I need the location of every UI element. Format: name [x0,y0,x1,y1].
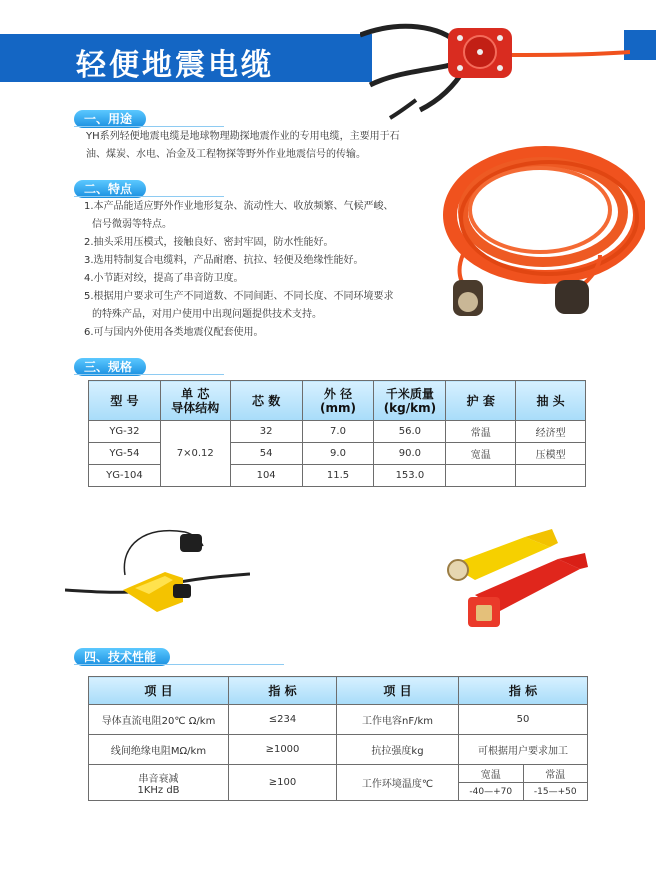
cell-tap: 压模型 [516,443,586,465]
cell-normal-temp-label: 常温 [523,765,588,783]
cell-item-2: 抗拉强度kg [337,735,459,765]
cell-cores: 104 [230,465,302,487]
header-weight [374,381,446,421]
cell-item-1: 线间绝缘电阻MΩ/km [89,735,229,765]
cell-tap: 经济型 [516,421,586,443]
spec-header-row [89,381,586,421]
header-item-1: 项 目 [89,677,229,705]
header-weight-line2: (kg/km) [383,400,437,415]
cell-sheath [446,465,516,487]
junction-box-photo [360,0,630,120]
header-cores: 芯 数 [230,381,302,421]
section-divider [74,196,224,197]
cell-od: 9.0 [302,443,374,465]
header-item-2: 项 目 [337,677,459,705]
cell-tap [516,465,586,487]
usage-line: 油、煤炭、水电、冶金及工程物探等野外作业地震信号的传输。 [86,149,366,160]
cable-coil-photo [425,140,645,325]
cell-weight: 90.0 [374,443,446,465]
feature-item: 6.可与国内外使用各类地震仪配套使用。 [84,327,264,338]
cell-wide-temp-label: 宽温 [459,765,524,783]
cell-weight: 153.0 [374,465,446,487]
section-divider [74,664,284,665]
cell-index-2: 可根据用户要求加工 [459,735,588,765]
page-title: 轻便地震电缆 [76,48,274,83]
section-spec-label: 三、规格 [74,358,146,376]
cell-sheath: 宽温 [446,443,516,465]
tech-table [88,676,588,801]
table-row [89,421,586,443]
tech-header-row [89,677,588,705]
cell-sheath: 常温 [446,421,516,443]
feature-item: 的特殊产品，对用户使用中出现问题提供技术支持。 [92,309,322,320]
header-index-1: 指 标 [229,677,337,705]
header-sheath: 护 套 [446,381,516,421]
header-model: 型 号 [89,381,161,421]
feature-item: 信号微弱等特点。 [92,219,172,230]
cell-structure: 7×0.12 [160,421,230,487]
header-index-2: 指 标 [459,677,588,705]
header-weight-line1: 千米质量 [385,386,434,401]
crosstalk-line2: 1KHz dB [137,784,180,796]
cell-index-2: 50 [459,705,588,735]
feature-item: 1.本产品能适应野外作业地形复杂、流动性大、收放频繁、气候严峻、 [84,201,394,212]
section-features-label: 二、特点 [74,180,146,198]
cell-normal-temp-value: -15—+50 [523,783,588,801]
usage-line: YH系列轻便地震电缆是地球物理勘探地震作业的专用电缆，主要用于石 [86,131,400,142]
cell-od: 11.5 [302,465,374,487]
table-row [89,735,588,765]
cell-crosstalk [89,765,229,801]
feature-item: 2.抽头采用压模式，接触良好、密封牢固，防水性能好。 [84,237,334,248]
usage-paragraph [86,128,400,164]
cell-wide-temp-value: -40—+70 [459,783,524,801]
section-divider [74,126,224,127]
header-od-line1: 外 径 [323,386,353,401]
header-structure [160,381,230,421]
header-structure-line1: 单 芯 [181,386,210,401]
cell-model: YG-104 [89,465,161,487]
cell-index-1: ≤234 [229,705,337,735]
cell-index-1: ≥1000 [229,735,337,765]
cell-temperature-label: 工作环境温度℃ [337,765,459,801]
header-structure-line2: 导体结构 [171,400,220,415]
section-tech-label: 四、技术性能 [74,648,170,666]
feature-item: 3.选用特制复合电缆料，产品耐磨、抗拉、轻便及绝缘性能好。 [84,255,364,266]
header-od-line2: (mm) [319,400,356,415]
spec-table [88,380,586,487]
cell-item-2: 工作电容nF/km [337,705,459,735]
section-divider [74,374,224,375]
cell-model: YG-54 [89,443,161,465]
cell-item-1: 导体直流电阻20℃ Ω/km [89,705,229,735]
cell-cores: 32 [230,421,302,443]
cell-od: 7.0 [302,421,374,443]
cell-model: YG-32 [89,421,161,443]
table-row [89,705,588,735]
features-list [84,198,394,342]
header-tap: 抽 头 [516,381,586,421]
crosstalk-line1: 串音衰减 [138,773,179,785]
takeout-connector-photo [65,520,250,620]
feature-item: 5.根据用户要求可生产不同道数、不同间距、不同长度、不同环境要求 [84,291,394,302]
section-usage-label: 一、用途 [74,110,146,128]
table-row [89,765,588,783]
header-od [302,381,374,421]
cell-cores: 54 [230,443,302,465]
red-yellow-connectors-photo [440,525,590,635]
feature-item: 4.小节距对绞，提高了串音防卫度。 [84,273,244,284]
cell-weight: 56.0 [374,421,446,443]
cell-crosstalk-value: ≥100 [229,765,337,801]
